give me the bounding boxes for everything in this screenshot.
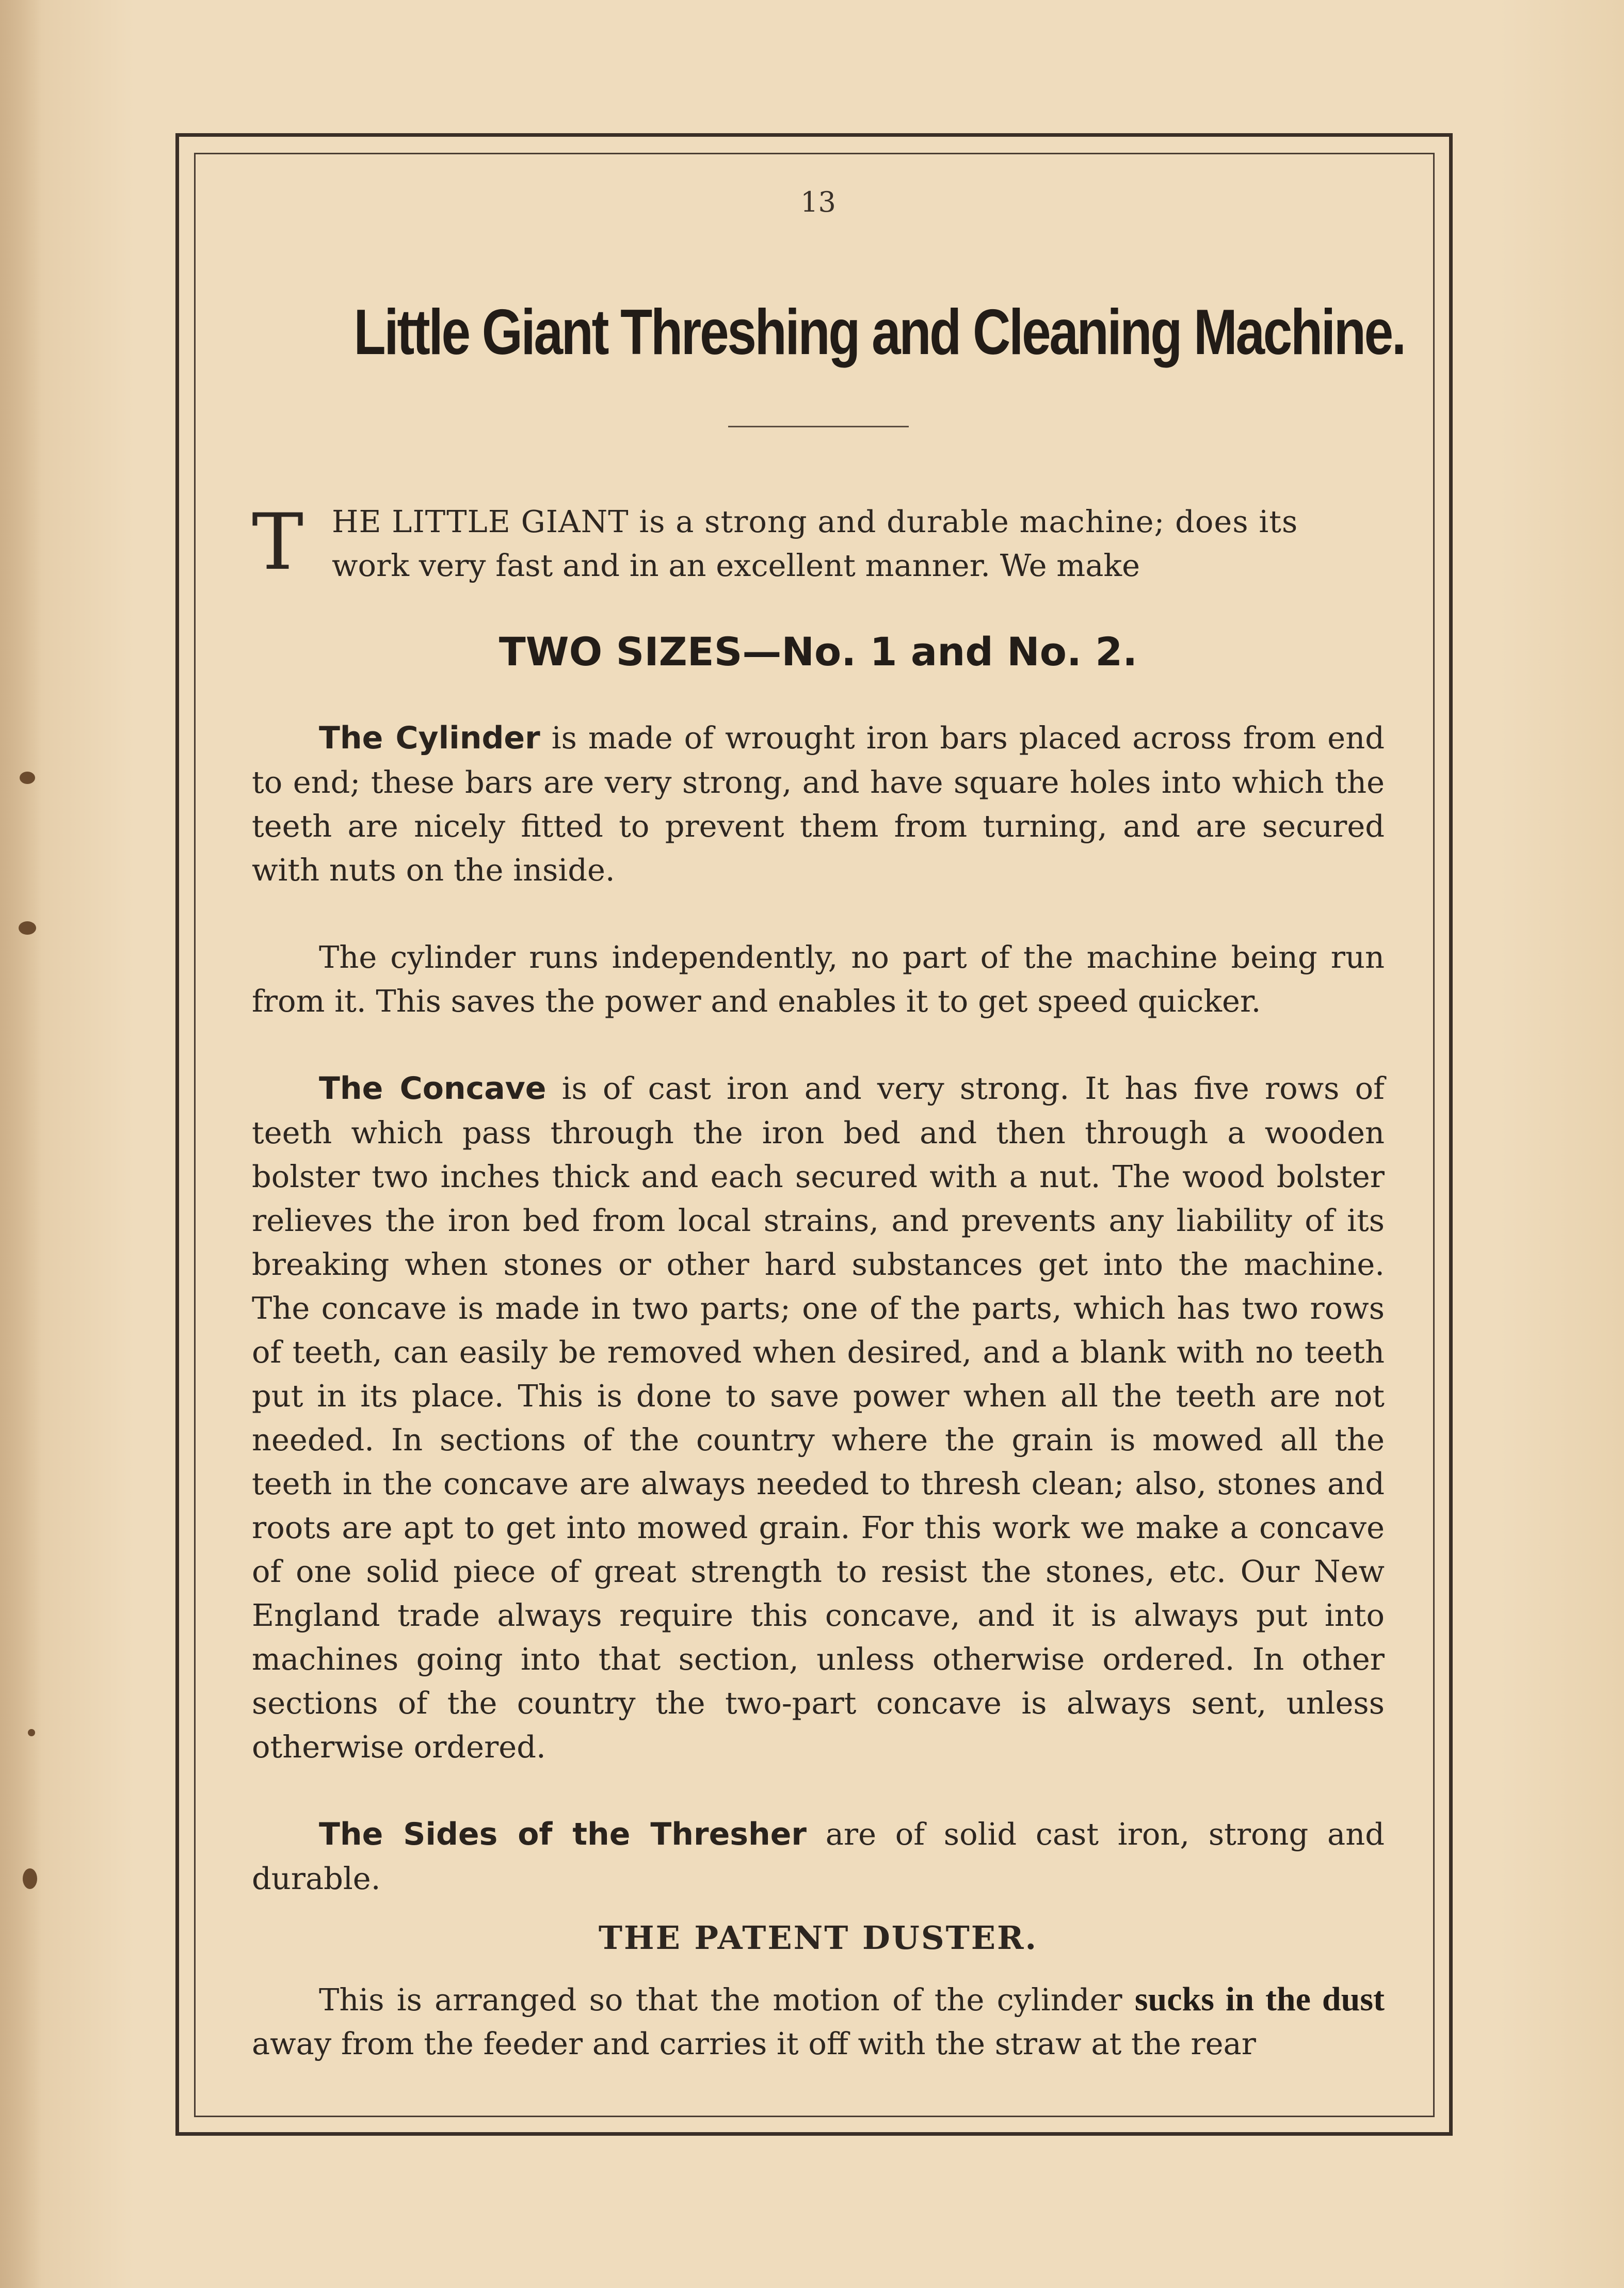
page-binding-shadow <box>0 0 41 2288</box>
sides-paragraph <box>252 1812 1385 1900</box>
duster-emphasis: sucks in the dust <box>1134 1980 1385 2018</box>
sizes-heading: TWO SIZES—No. 1 and No. 2. <box>499 629 1138 675</box>
duster-paragraph <box>252 1977 1385 2066</box>
page-number: 13 <box>800 186 836 218</box>
intro-line-2: work very fast and in an excellent manner. We make <box>332 548 1140 583</box>
cylinder-text: is made of wrought iron bars placed across from end to end; these bars are very strong, and have square holes into which the teeth are nicely fitted to prevent them from turning, and are secured with nuts on the inside. <box>252 720 1385 888</box>
sides-lead: The Sides of the Thresher <box>319 1816 807 1852</box>
stain-mark <box>23 1868 37 1889</box>
intro-paragraph <box>252 500 1385 587</box>
drop-cap: T <box>252 498 304 587</box>
page-content <box>252 186 1405 2066</box>
duster-text-after: away from the feeder and carries it off with the straw at the rear <box>252 2026 1256 2061</box>
intro-line-1: HE LITTLE GIANT is a strong and durable machine; does its <box>332 504 1298 539</box>
concave-lead: The Concave <box>319 1070 546 1107</box>
stain-mark <box>20 772 35 784</box>
concave-paragraph <box>252 1066 1385 1769</box>
title-divider <box>728 426 909 427</box>
cylinder-paragraph <box>252 716 1385 892</box>
cylinder-lead: The Cylinder <box>319 720 540 756</box>
stain-mark <box>28 1729 35 1736</box>
duster-text-before: This is arranged so that the motion of the cylinder <box>319 1982 1135 2018</box>
cylinder-runs-paragraph: The cylinder runs independently, no part of the machine being run from it. This saves the power and enables it to get speed quicker. <box>252 939 1385 1019</box>
concave-text: is of cast iron and very strong. It has five rows of teeth which pass through the iron bed and then through a wooden bolster two inches thick and each secured with a nut. The wood bolster relieves the iron bed from local strains, and prevents any liability of its breaking when stones or other hard substances get into the machine. The concave is made in two parts; one of the parts, which has two rows of teeth, can easily be removed when desired, and a blank with no teeth put in its place. This is done to save power when all the teeth are not needed. In sections of the country where the grain is mowed all the teeth in the concave are always needed to thresh clean; also, stones and roots are apt to get into mowed grain. For this work we make a concave of one solid piece of great strength to resist the stones, etc. Our New England trade always require this concave, and it is always put into machines going into that section, unless otherwise ordered. In other sections of the country the two-part concave is always sent, unless otherwise ordered. <box>252 1070 1385 1765</box>
duster-heading: THE PATENT DUSTER. <box>598 1919 1038 1957</box>
sides-text: are of solid cast iron, strong and durable. <box>252 1816 1385 1896</box>
stain-mark <box>19 921 36 935</box>
page-title: Little Giant Threshing and Cleaning Machine. <box>353 297 1405 368</box>
